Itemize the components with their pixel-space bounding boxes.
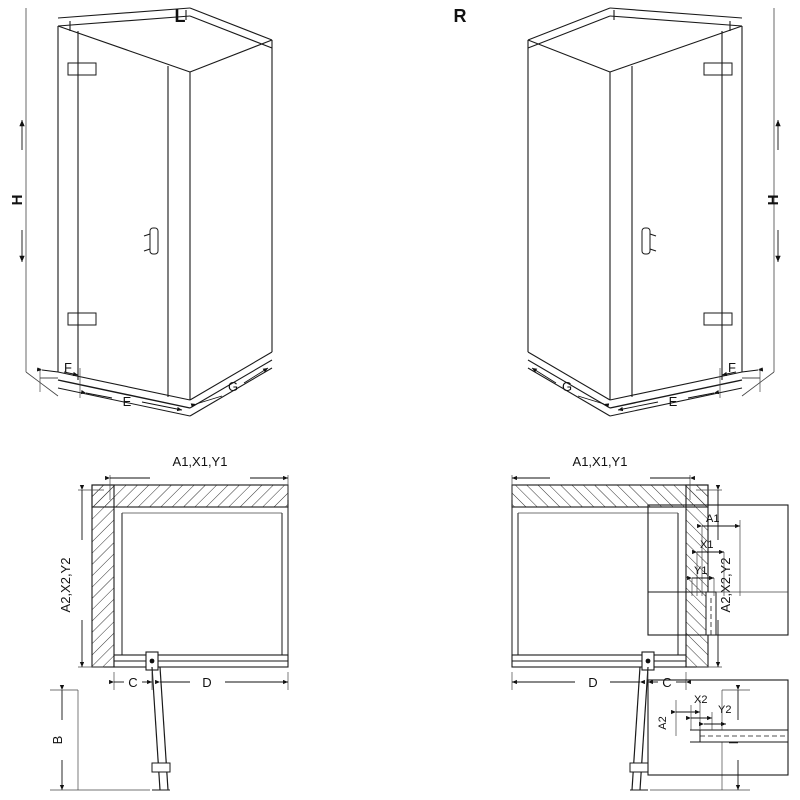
label-h-left: H [9, 194, 26, 206]
plan-view-right [512, 485, 708, 790]
label-d-left: D [202, 675, 212, 690]
dim-front-left [40, 360, 268, 410]
label-y2-detail: Y2 [718, 704, 732, 716]
dim-height-left [9, 120, 26, 262]
detail-view-bottom [648, 680, 788, 775]
label-a1-detail: A1 [706, 513, 720, 525]
label-e-left: E [122, 394, 132, 409]
label-y1-detail: Y1 [694, 565, 708, 577]
label-e-right: E [668, 394, 678, 409]
label-a1x1y1-right: A1,X1,Y1 [572, 454, 628, 469]
label-a2x2y2-left: A2,X2,Y2 [58, 557, 73, 613]
label-c-left: C [128, 675, 138, 690]
label-g-left: G [227, 379, 239, 394]
label-a1x1y1-left: A1,X1,Y1 [172, 454, 228, 469]
label-f-right: F [728, 360, 736, 375]
title-right: R [453, 6, 467, 26]
label-f-left: F [64, 360, 72, 375]
label-g-right: G [561, 379, 573, 394]
label-a2x2y2-right: A2,X2,Y2 [718, 557, 733, 613]
label-h-right: H [765, 194, 782, 206]
label-d-right: D [588, 675, 598, 690]
iso-view-right [528, 8, 774, 416]
dim-height-right [765, 120, 782, 262]
plan-view-left [92, 485, 288, 790]
iso-view-left [26, 8, 272, 416]
label-x2-detail: X2 [694, 694, 708, 706]
title-left: L [174, 6, 186, 26]
label-x1-detail: X1 [700, 539, 714, 551]
label-c-right: C [662, 675, 672, 690]
label-a2-detail: A2 [657, 716, 669, 730]
label-b-left: B [50, 735, 65, 745]
dim-front-right [532, 360, 760, 410]
